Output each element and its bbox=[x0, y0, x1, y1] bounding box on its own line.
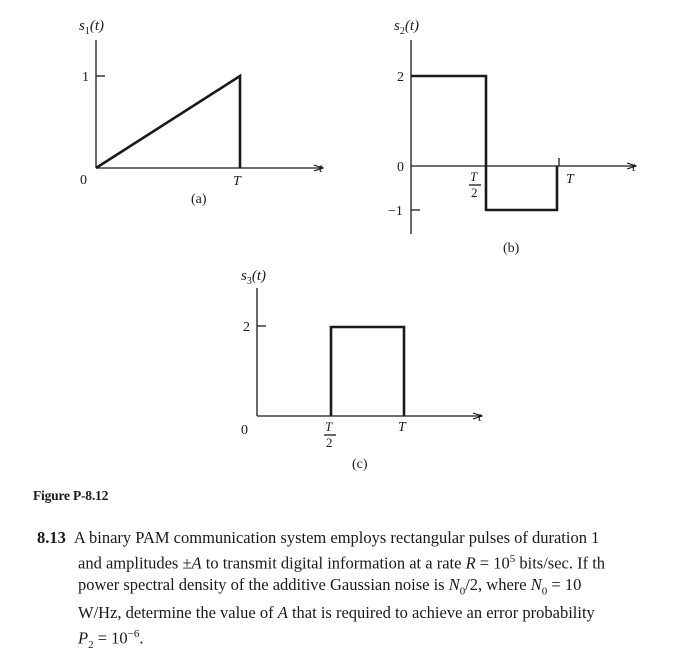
panel-c-xtick-T: T bbox=[398, 420, 406, 435]
panel-a bbox=[79, 18, 323, 207]
panel-b-xtick-T: T bbox=[566, 172, 574, 187]
panel-b-xaxis-label: t bbox=[632, 159, 636, 174]
problem-number: 8.13 bbox=[37, 528, 66, 547]
panel-b bbox=[388, 18, 636, 256]
problem-line-4: W/Hz, determine the value of A that is required to achieve an error probability bbox=[78, 603, 595, 623]
figure-caption: Figure P-8.12 bbox=[33, 488, 109, 503]
panel-a-ramp-signal bbox=[96, 76, 240, 168]
panel-c-xtick-half-den: 2 bbox=[326, 435, 333, 450]
panel-b-label: (b) bbox=[503, 241, 520, 256]
problem-line-2: and amplitudes ±A to transmit digital information at a rate $R = 10^5$ bits/sec. If th bbox=[78, 552, 606, 572]
panel-a-xaxis-label: t bbox=[319, 160, 323, 175]
problem-8-13 bbox=[37, 527, 700, 656]
panel-a-ylabel: $s_1(t)$ bbox=[79, 18, 105, 37]
panel-a-ytick-1: 1 bbox=[82, 70, 89, 85]
panel-b-bipolar-signal bbox=[411, 76, 557, 210]
panel-c-ytick-2: 2 bbox=[243, 320, 250, 335]
panel-b-ytick-0: 0 bbox=[397, 160, 404, 175]
problem-line-3: power spectral density of the additive Gaussian noise is $N_0/2$, where $N_0 = 10$ bbox=[78, 574, 582, 597]
panel-c-label: (c) bbox=[352, 457, 368, 472]
panel-b-ytick-neg1: −1 bbox=[388, 204, 403, 219]
panel-c-pulse-signal bbox=[331, 327, 404, 416]
panel-c-origin: 0 bbox=[241, 423, 248, 438]
panel-b-ylabel: $s_2(t)$ bbox=[394, 18, 420, 37]
panel-c-xtick-half-num: T bbox=[325, 419, 333, 434]
panel-b-xtick-half-den: 2 bbox=[471, 185, 478, 200]
panel-c-ylabel: $s_3(t)$ bbox=[241, 268, 267, 287]
problem-line-1: 8.13 A binary PAM communication system employs rectangular pulses of duration 1 bbox=[37, 528, 600, 547]
panel-b-ytick-2: 2 bbox=[397, 70, 404, 85]
panel-c bbox=[241, 268, 482, 472]
panel-a-origin: 0 bbox=[80, 173, 87, 188]
panel-a-xtick-T: T bbox=[233, 174, 241, 189]
panel-b-xtick-half-num: T bbox=[470, 169, 478, 184]
problem-line-5: $P_2 = 10^{-6}$. bbox=[78, 627, 144, 651]
panel-c-xaxis-label: t bbox=[478, 409, 482, 424]
panel-a-label: (a) bbox=[191, 192, 207, 207]
